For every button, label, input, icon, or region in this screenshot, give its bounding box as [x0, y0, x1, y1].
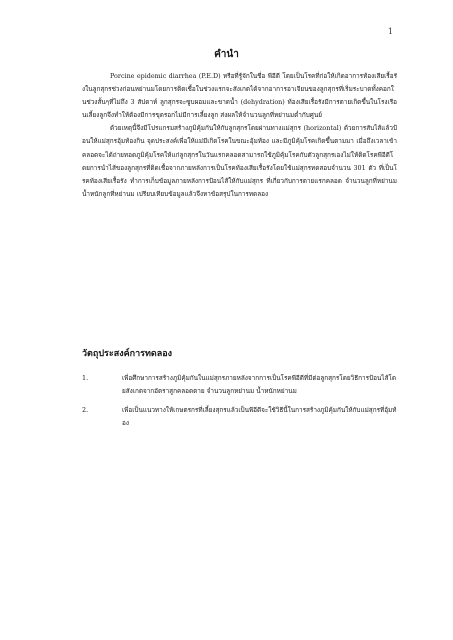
foreword-paragraph-1: Porcine epidemic diarrhea (P.E.D) หรือที่รู้จักในชื่อ พีอีดี โดยเป็นโรคที่ก่อให้เกิดอาการท้องเสียเรื้อรังในลูกสุกรช่วงก่อนหย่านมโดยการติดเชื้อในช่วงแรกจะสังเกตได้จากอาการอาเจียนของลูกสุกรที่เริ่มระบาดทั้งคอกในช่วงสั้นๆที่ไม่ถึง 3 สัปดาห์ ลูกสุกรจะซูบผอมและขาดน้ำ (dehydration) ท้องเสียเรื้อรังมีการตายเกิดขึ้นในโรงเรือนเลี้ยงลูกจึงทำให้ต้องมีการขุดรอกไม่มีการเลี้ยงลูก ส่งผลให้จำนวนลูกที่หย่านมต่ำกับศูนย์: [82, 72, 397, 120]
objectives-heading: วัตถุประสงค์การทดลอง: [82, 349, 173, 359]
objectives-list: [82, 372, 397, 436]
page-title: คำนำ: [214, 49, 239, 60]
objective-item: [82, 404, 397, 430]
foreword-paragraph-2: ด้วยเหตุนี้จึงมีโปรแกรมสร้างภูมิคุ้มกันให้กับลูกสุกรโดยผ่านทางแม่สุกร (horizontal) ด้วยการสับไส้แล้วป้อนให้แม่สุกรอุ้มท้องกิน จุดประสงค์เพื่อให้แม่มีเกิดโรคในขณะอุ้มท้อง และมีภูมิคุ้มโรคเกิดขึ้นตามมา เมื่อถึงเวลาเข้าคลอดจะได้ถ่ายทอดภูมิคุ้มโรคให้แก่ลูกสุกรในวันแรกคลอดสามารถใช้ภูมิคุ้มโรคกับตัวลูกสุกรเองไม่ให้ติดโรคพีอีดีโดยการนำไส้ของลูกสุกรที่ติดเชื้อจากภายหลังการเป็นโรคท้องเสียเรื้อรังโดยใช้แม่สุกรทดสอบจำนวน 301 ตัว ที่เป็นโรคท้องเสียเรื้อรัง ทำการเก็บข้อมูลภายหลังการป้อนไส้ให้กับแม่สุกร ที่เกี่ยวกับการตายแรกคลอด จำนวนลูกที่หย่านม น้ำหนักลูกที่หย่านม เปรียบเทียบข้อมูลแล้วจึงหาข้อสรุปในการทดลอง: [82, 124, 397, 198]
objective-number: 1.: [82, 374, 89, 382]
objective-text: เพื่อเป็นแนวทางให้เกษตรกรที่เลี้ยงสุกรแล้วเป็นพีอีดีจะใช้วิธีนี้ในการสร้างภูมิคุ้มกันให้กับแม่สุกรที่อุ้มท้อง: [122, 406, 397, 428]
page-number: 1: [387, 27, 393, 36]
objective-text: เพื่อศึกษาการสร้างภูมิคุ้มกันในแม่สุกรภายหลังจากการเป็นโรคพีอีดีที่มีต่อลูกสุกรโดยวิธีการป้อนไส้โดยสังเกตจากอัตราสูกคลอดตาย จำนวนลูกหย่านม น้ำหนักหย่านม: [122, 374, 396, 396]
objective-item: [82, 372, 397, 398]
objective-number: 2.: [82, 406, 89, 415]
foreword-body: [82, 70, 397, 201]
